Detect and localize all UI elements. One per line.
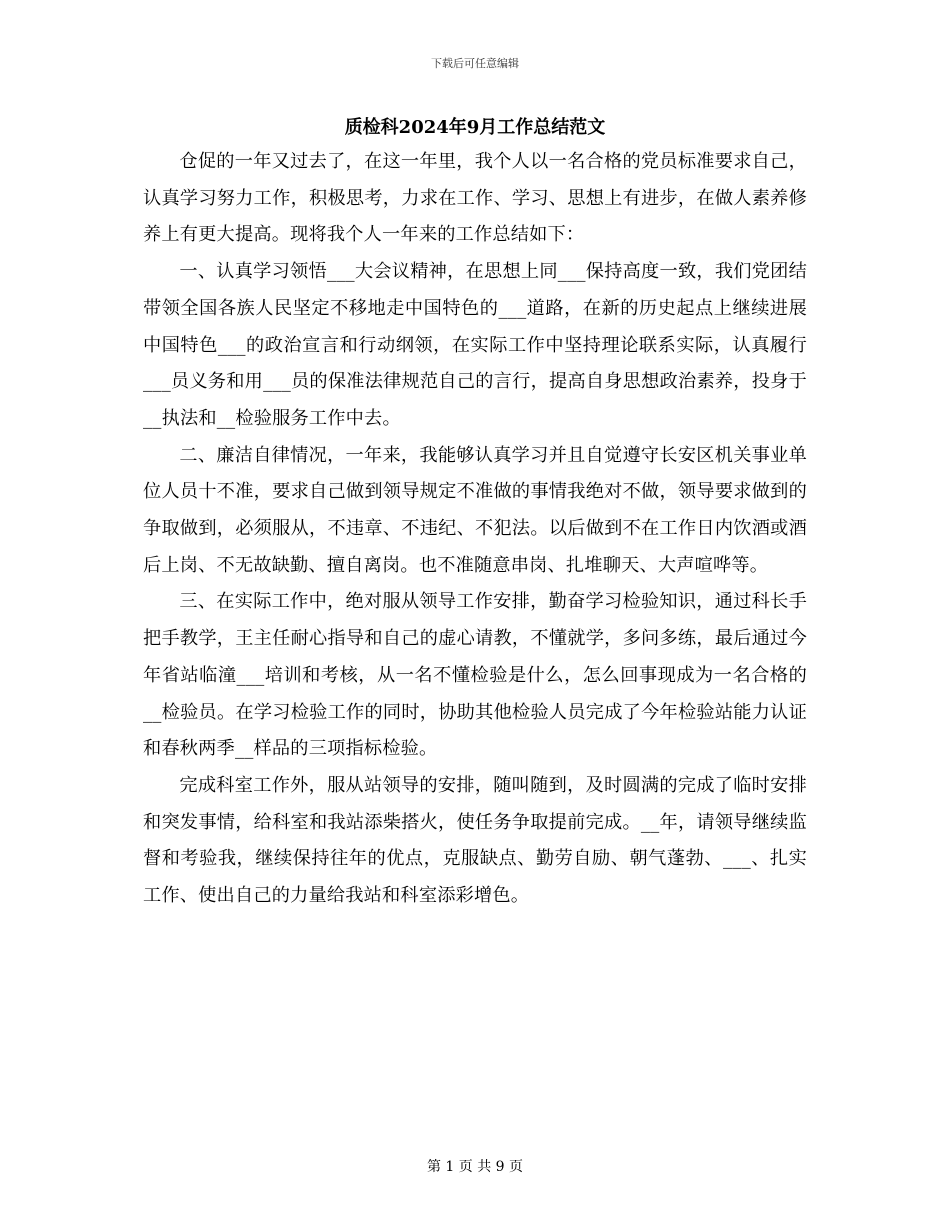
paragraph-section-2: 二、廉洁自律情况，一年来，我能够认真学习并且自觉遵守长安区机关事业单位人员十不准，要求自己做到领导规定不准做的事情我绝对不做，领导要求做到的争取做到，必须服从，不违章、不违纪、不犯法。以后做到不在工作日内饮酒或酒后上岗、不无故缺勤、擅自离岗。也不准随意串岗、扎堆聊天、大声喧哗等。	[143, 444, 807, 576]
document-title: 质检科2024年9月工作总结范文	[344, 117, 606, 138]
paragraph-section-1: 一、认真学习领悟___大会议精神，在思想上同___保持高度一致，我们党团结带领全国各族人民坚定不移地走中国特色的___道路，在新的历史起点上继续进展中国特色___的政治宣言和行动纲领，在实际工作中坚持理论联系实际，认真履行___员义务和用___员的保准法律规范自己的言行，提高自身思想政治素养，投身于__执法和__检验服务工作中去。	[143, 261, 807, 429]
paragraph-closing: 完成科室工作外，服从站领导的安排，随叫随到，及时圆满的完成了临时安排和突发事情，给科室和我站添柴搭火，使任务争取提前完成。__年，请领导继续监督和考验我，继续保持往年的优点，克服缺点、勤劳自励、朝气蓬勃、___、扎实工作、使出自己的力量给我站和科室添彩增色。	[143, 774, 807, 907]
header-note: 下载后可任意编辑	[431, 57, 519, 70]
document-body	[143, 112, 807, 915]
paragraph-intro: 仓促的一年又过去了，在这一年里，我个人以一名合格的党员标准要求自己，认真学习努力工作，积极思考，力求在工作、学习、思想上有进步，在做人素养修养上有更大提高。现将我个人一年来的工作总结如下：	[143, 151, 807, 246]
page-number: 第 1 页 共 9 页	[426, 1159, 524, 1175]
paragraph-section-3: 三、在实际工作中，绝对服从领导工作安排，勤奋学习检验知识，通过科长手把手教学，王主任耐心指导和自己的虚心请教，不懂就学，多问多练，最后通过今年省站临潼___培训和考核，从一名不懂检验是什么，怎么回事现成为一名合格的__检验员。在学习检验工作的同时，协助其他检验人员完成了今年检验站能力认证和春秋两季__样品的三项指标检验。	[143, 591, 807, 760]
